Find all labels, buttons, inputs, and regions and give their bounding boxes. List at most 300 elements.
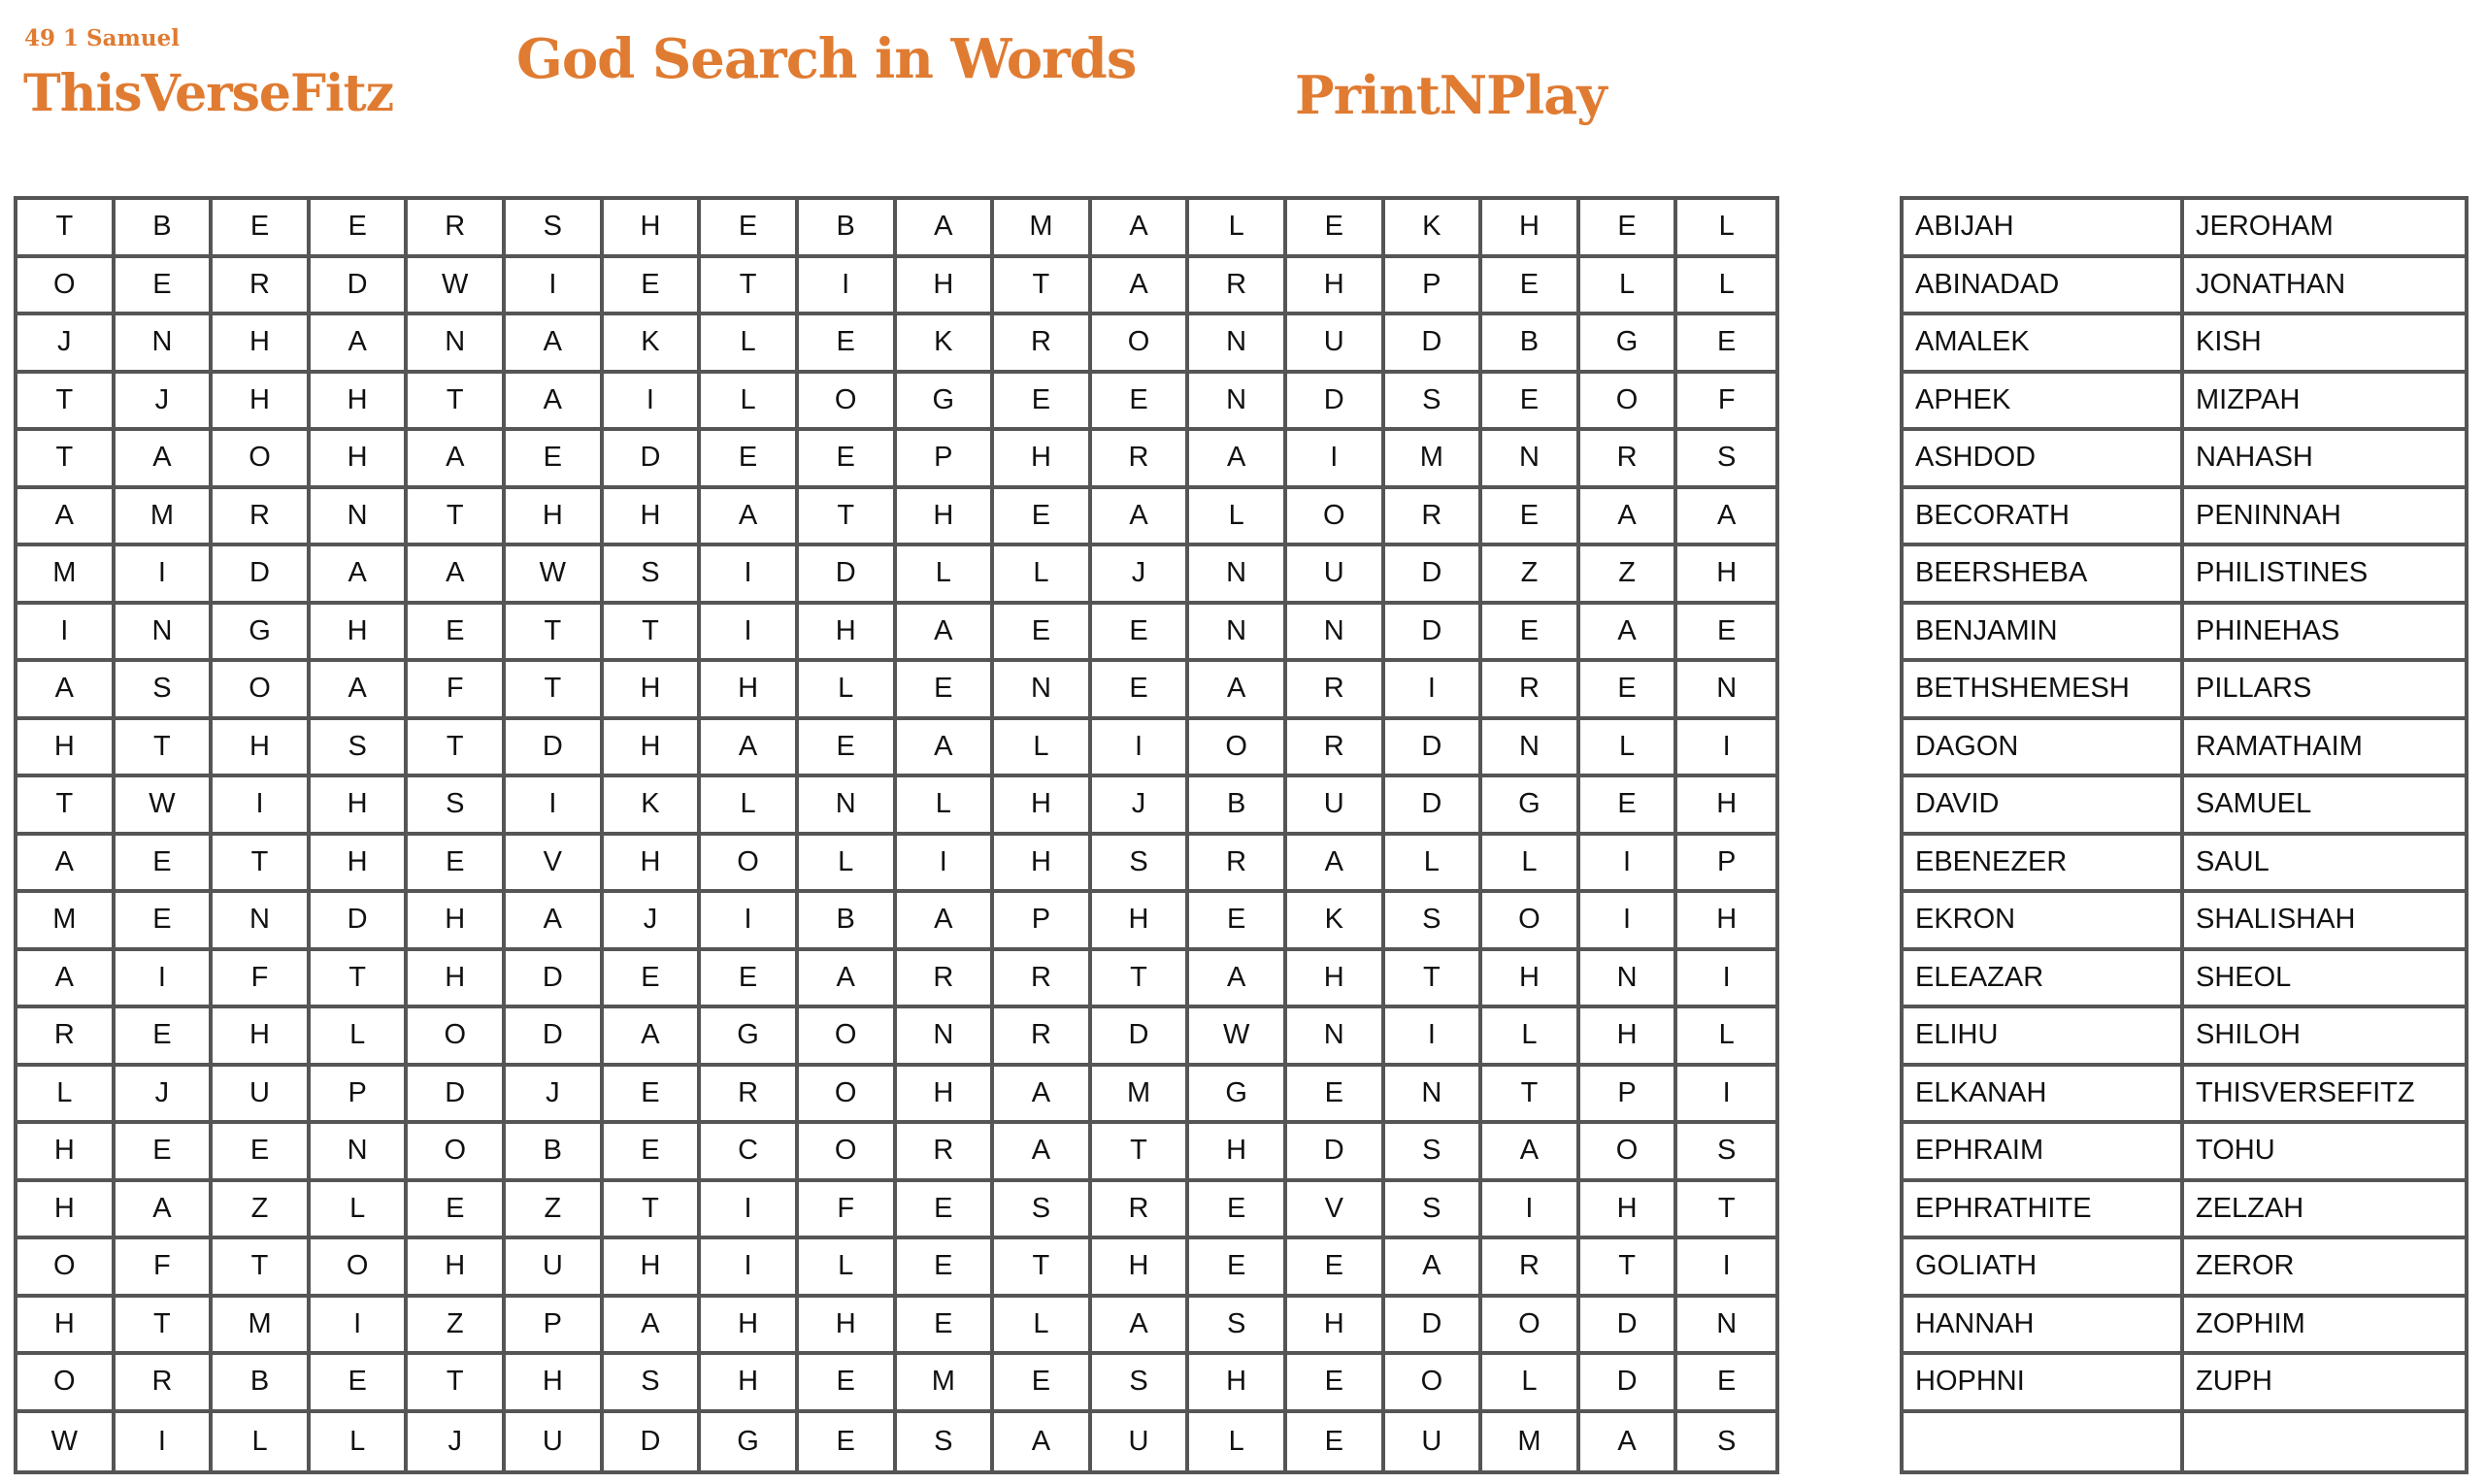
- grid-letter-cell[interactable]: O: [311, 1239, 409, 1298]
- grid-letter-cell[interactable]: U: [1287, 315, 1385, 374]
- grid-letter-cell[interactable]: H: [1092, 893, 1190, 951]
- grid-letter-cell[interactable]: U: [1287, 777, 1385, 836]
- grid-letter-cell[interactable]: I: [116, 951, 214, 1009]
- grid-letter-cell[interactable]: O: [799, 1124, 897, 1182]
- grid-letter-cell[interactable]: H: [701, 1298, 799, 1356]
- grid-letter-cell[interactable]: R: [213, 489, 311, 547]
- grid-letter-cell[interactable]: W: [506, 546, 604, 605]
- grid-letter-cell[interactable]: A: [1092, 489, 1190, 547]
- grid-letter-cell[interactable]: T: [1677, 1182, 1775, 1240]
- grid-letter-cell[interactable]: A: [116, 1182, 214, 1240]
- grid-letter-cell[interactable]: S: [994, 1182, 1092, 1240]
- grid-letter-cell[interactable]: L: [701, 374, 799, 432]
- grid-letter-cell[interactable]: B: [506, 1124, 604, 1182]
- grid-letter-cell[interactable]: D: [506, 1008, 604, 1067]
- grid-letter-cell[interactable]: D: [1385, 1298, 1483, 1356]
- grid-letter-cell[interactable]: K: [1385, 200, 1483, 258]
- grid-letter-cell[interactable]: H: [213, 1008, 311, 1067]
- grid-letter-cell[interactable]: A: [116, 431, 214, 489]
- grid-letter-cell[interactable]: E: [1287, 1355, 1385, 1413]
- grid-letter-cell[interactable]: L: [311, 1008, 409, 1067]
- grid-letter-cell[interactable]: A: [897, 720, 995, 778]
- grid-letter-cell[interactable]: R: [1287, 662, 1385, 720]
- grid-letter-cell[interactable]: M: [1385, 431, 1483, 489]
- grid-letter-cell[interactable]: I: [1580, 836, 1678, 894]
- grid-letter-cell[interactable]: E: [994, 605, 1092, 663]
- grid-letter-cell[interactable]: A: [1092, 258, 1190, 316]
- grid-letter-cell[interactable]: H: [799, 1298, 897, 1356]
- grid-letter-cell[interactable]: E: [799, 431, 897, 489]
- grid-letter-cell[interactable]: A: [1677, 489, 1775, 547]
- grid-letter-cell[interactable]: I: [604, 374, 702, 432]
- grid-letter-cell[interactable]: P: [311, 1067, 409, 1125]
- grid-letter-cell[interactable]: U: [1287, 546, 1385, 605]
- grid-letter-cell[interactable]: E: [994, 489, 1092, 547]
- grid-letter-cell[interactable]: J: [17, 315, 116, 374]
- grid-letter-cell[interactable]: N: [1677, 1298, 1775, 1356]
- grid-letter-cell[interactable]: H: [1677, 893, 1775, 951]
- grid-letter-cell[interactable]: D: [1385, 777, 1483, 836]
- grid-letter-cell[interactable]: A: [311, 546, 409, 605]
- grid-letter-cell[interactable]: E: [604, 1124, 702, 1182]
- grid-letter-cell[interactable]: N: [311, 489, 409, 547]
- grid-letter-cell[interactable]: D: [408, 1067, 506, 1125]
- grid-letter-cell[interactable]: A: [1482, 1124, 1580, 1182]
- grid-letter-cell[interactable]: S: [1385, 1182, 1483, 1240]
- grid-letter-cell[interactable]: D: [799, 546, 897, 605]
- grid-letter-cell[interactable]: L: [799, 836, 897, 894]
- grid-letter-cell[interactable]: O: [701, 836, 799, 894]
- grid-letter-cell[interactable]: R: [701, 1067, 799, 1125]
- grid-letter-cell[interactable]: O: [408, 1008, 506, 1067]
- grid-letter-cell[interactable]: I: [1677, 720, 1775, 778]
- grid-letter-cell[interactable]: G: [1580, 315, 1678, 374]
- grid-letter-cell[interactable]: H: [1580, 1008, 1678, 1067]
- grid-letter-cell[interactable]: I: [897, 836, 995, 894]
- grid-letter-cell[interactable]: A: [994, 1413, 1092, 1471]
- grid-letter-cell[interactable]: N: [1189, 605, 1287, 663]
- grid-letter-cell[interactable]: D: [506, 951, 604, 1009]
- grid-letter-cell[interactable]: E: [116, 836, 214, 894]
- grid-letter-cell[interactable]: O: [17, 1239, 116, 1298]
- grid-letter-cell[interactable]: O: [1580, 374, 1678, 432]
- grid-letter-cell[interactable]: E: [506, 431, 604, 489]
- grid-letter-cell[interactable]: L: [311, 1413, 409, 1471]
- grid-letter-cell[interactable]: P: [1580, 1067, 1678, 1125]
- grid-letter-cell[interactable]: L: [1482, 1008, 1580, 1067]
- grid-letter-cell[interactable]: G: [897, 374, 995, 432]
- grid-letter-cell[interactable]: T: [408, 720, 506, 778]
- grid-letter-cell[interactable]: M: [17, 546, 116, 605]
- grid-letter-cell[interactable]: S: [1385, 893, 1483, 951]
- grid-letter-cell[interactable]: T: [799, 489, 897, 547]
- grid-letter-cell[interactable]: E: [1189, 1239, 1287, 1298]
- grid-letter-cell[interactable]: E: [1482, 258, 1580, 316]
- grid-letter-cell[interactable]: D: [213, 546, 311, 605]
- grid-letter-cell[interactable]: H: [897, 1067, 995, 1125]
- grid-letter-cell[interactable]: B: [1482, 315, 1580, 374]
- grid-letter-cell[interactable]: T: [17, 374, 116, 432]
- grid-letter-cell[interactable]: D: [311, 258, 409, 316]
- grid-letter-cell[interactable]: H: [17, 720, 116, 778]
- grid-letter-cell[interactable]: D: [1092, 1008, 1190, 1067]
- grid-letter-cell[interactable]: M: [994, 200, 1092, 258]
- grid-letter-cell[interactable]: T: [1092, 951, 1190, 1009]
- grid-letter-cell[interactable]: J: [1092, 777, 1190, 836]
- grid-letter-cell[interactable]: U: [506, 1413, 604, 1471]
- grid-letter-cell[interactable]: I: [1385, 662, 1483, 720]
- grid-letter-cell[interactable]: O: [17, 1355, 116, 1413]
- grid-letter-cell[interactable]: A: [408, 546, 506, 605]
- grid-letter-cell[interactable]: E: [701, 200, 799, 258]
- grid-letter-cell[interactable]: G: [701, 1008, 799, 1067]
- grid-letter-cell[interactable]: A: [701, 720, 799, 778]
- grid-letter-cell[interactable]: I: [213, 777, 311, 836]
- grid-letter-cell[interactable]: E: [994, 1355, 1092, 1413]
- grid-letter-cell[interactable]: C: [701, 1124, 799, 1182]
- grid-letter-cell[interactable]: E: [1482, 605, 1580, 663]
- grid-letter-cell[interactable]: I: [701, 1239, 799, 1298]
- grid-letter-cell[interactable]: E: [1677, 1355, 1775, 1413]
- grid-letter-cell[interactable]: D: [1287, 1124, 1385, 1182]
- grid-letter-cell[interactable]: U: [1092, 1413, 1190, 1471]
- grid-letter-cell[interactable]: O: [799, 1008, 897, 1067]
- grid-letter-cell[interactable]: H: [1092, 1239, 1190, 1298]
- grid-letter-cell[interactable]: A: [799, 951, 897, 1009]
- grid-letter-cell[interactable]: R: [994, 1008, 1092, 1067]
- grid-letter-cell[interactable]: I: [1385, 1008, 1483, 1067]
- grid-letter-cell[interactable]: J: [1092, 546, 1190, 605]
- grid-letter-cell[interactable]: L: [994, 1298, 1092, 1356]
- grid-letter-cell[interactable]: L: [1385, 836, 1483, 894]
- grid-letter-cell[interactable]: H: [1287, 258, 1385, 316]
- grid-letter-cell[interactable]: D: [1385, 605, 1483, 663]
- grid-letter-cell[interactable]: H: [604, 720, 702, 778]
- grid-letter-cell[interactable]: D: [604, 1413, 702, 1471]
- grid-letter-cell[interactable]: R: [213, 258, 311, 316]
- grid-letter-cell[interactable]: T: [604, 1182, 702, 1240]
- grid-letter-cell[interactable]: H: [17, 1182, 116, 1240]
- grid-letter-cell[interactable]: V: [1287, 1182, 1385, 1240]
- grid-letter-cell[interactable]: H: [1287, 1298, 1385, 1356]
- grid-letter-cell[interactable]: Z: [213, 1182, 311, 1240]
- grid-letter-cell[interactable]: S: [1092, 1355, 1190, 1413]
- grid-letter-cell[interactable]: H: [1189, 1124, 1287, 1182]
- grid-letter-cell[interactable]: R: [116, 1355, 214, 1413]
- grid-letter-cell[interactable]: E: [799, 720, 897, 778]
- grid-letter-cell[interactable]: E: [311, 1355, 409, 1413]
- grid-letter-cell[interactable]: U: [1385, 1413, 1483, 1471]
- grid-letter-cell[interactable]: I: [1092, 720, 1190, 778]
- grid-letter-cell[interactable]: D: [604, 431, 702, 489]
- grid-letter-cell[interactable]: L: [17, 1067, 116, 1125]
- grid-letter-cell[interactable]: L: [1189, 200, 1287, 258]
- grid-letter-cell[interactable]: W: [408, 258, 506, 316]
- grid-letter-cell[interactable]: E: [116, 893, 214, 951]
- grid-letter-cell[interactable]: E: [213, 1124, 311, 1182]
- grid-letter-cell[interactable]: H: [701, 662, 799, 720]
- grid-letter-cell[interactable]: T: [116, 720, 214, 778]
- grid-letter-cell[interactable]: E: [604, 1067, 702, 1125]
- grid-letter-cell[interactable]: E: [1189, 893, 1287, 951]
- grid-letter-cell[interactable]: A: [1580, 1413, 1678, 1471]
- grid-letter-cell[interactable]: I: [1482, 1182, 1580, 1240]
- grid-letter-cell[interactable]: T: [1092, 1124, 1190, 1182]
- grid-letter-cell[interactable]: F: [799, 1182, 897, 1240]
- grid-letter-cell[interactable]: E: [799, 1413, 897, 1471]
- grid-letter-cell[interactable]: H: [1580, 1182, 1678, 1240]
- grid-letter-cell[interactable]: I: [701, 605, 799, 663]
- grid-letter-cell[interactable]: H: [311, 374, 409, 432]
- grid-letter-cell[interactable]: G: [1189, 1067, 1287, 1125]
- grid-letter-cell[interactable]: E: [897, 662, 995, 720]
- grid-letter-cell[interactable]: K: [604, 315, 702, 374]
- grid-letter-cell[interactable]: H: [604, 1239, 702, 1298]
- grid-letter-cell[interactable]: H: [311, 777, 409, 836]
- grid-letter-cell[interactable]: N: [1677, 662, 1775, 720]
- grid-letter-cell[interactable]: I: [701, 1182, 799, 1240]
- grid-letter-cell[interactable]: E: [897, 1298, 995, 1356]
- grid-letter-cell[interactable]: T: [408, 489, 506, 547]
- grid-letter-cell[interactable]: H: [506, 489, 604, 547]
- grid-letter-cell[interactable]: R: [994, 951, 1092, 1009]
- grid-letter-cell[interactable]: N: [116, 315, 214, 374]
- grid-letter-cell[interactable]: H: [994, 431, 1092, 489]
- grid-letter-cell[interactable]: R: [1287, 720, 1385, 778]
- grid-letter-cell[interactable]: A: [311, 315, 409, 374]
- grid-letter-cell[interactable]: O: [213, 662, 311, 720]
- grid-letter-cell[interactable]: L: [1677, 258, 1775, 316]
- grid-letter-cell[interactable]: E: [1092, 605, 1190, 663]
- grid-letter-cell[interactable]: H: [311, 605, 409, 663]
- grid-letter-cell[interactable]: E: [897, 1182, 995, 1240]
- grid-letter-cell[interactable]: O: [1287, 489, 1385, 547]
- grid-letter-cell[interactable]: E: [897, 1239, 995, 1298]
- grid-letter-cell[interactable]: E: [1287, 1413, 1385, 1471]
- grid-letter-cell[interactable]: M: [116, 489, 214, 547]
- grid-letter-cell[interactable]: I: [1580, 893, 1678, 951]
- grid-letter-cell[interactable]: J: [506, 1067, 604, 1125]
- grid-letter-cell[interactable]: H: [506, 1355, 604, 1413]
- grid-letter-cell[interactable]: L: [994, 720, 1092, 778]
- grid-letter-cell[interactable]: L: [1482, 836, 1580, 894]
- grid-letter-cell[interactable]: L: [311, 1182, 409, 1240]
- grid-letter-cell[interactable]: H: [311, 431, 409, 489]
- grid-letter-cell[interactable]: N: [311, 1124, 409, 1182]
- grid-letter-cell[interactable]: E: [1287, 1239, 1385, 1298]
- grid-letter-cell[interactable]: E: [1580, 662, 1678, 720]
- grid-letter-cell[interactable]: A: [1287, 836, 1385, 894]
- grid-letter-cell[interactable]: R: [1189, 258, 1287, 316]
- grid-letter-cell[interactable]: A: [506, 893, 604, 951]
- grid-letter-cell[interactable]: N: [408, 315, 506, 374]
- grid-letter-cell[interactable]: T: [408, 1355, 506, 1413]
- grid-letter-cell[interactable]: T: [311, 951, 409, 1009]
- grid-letter-cell[interactable]: M: [17, 893, 116, 951]
- grid-letter-cell[interactable]: S: [1717, 1425, 1737, 1457]
- grid-letter-cell[interactable]: E: [116, 1124, 214, 1182]
- grid-letter-cell[interactable]: J: [116, 374, 214, 432]
- grid-letter-cell[interactable]: A: [897, 605, 995, 663]
- grid-letter-cell[interactable]: A: [1189, 951, 1287, 1009]
- grid-letter-cell[interactable]: E: [701, 431, 799, 489]
- grid-letter-cell[interactable]: R: [1580, 431, 1678, 489]
- grid-letter-cell[interactable]: H: [1287, 951, 1385, 1009]
- grid-letter-cell[interactable]: E: [1580, 200, 1678, 258]
- grid-letter-cell[interactable]: R: [897, 951, 995, 1009]
- grid-letter-cell[interactable]: P: [897, 431, 995, 489]
- grid-letter-cell[interactable]: H: [408, 893, 506, 951]
- grid-letter-cell[interactable]: H: [1677, 777, 1775, 836]
- grid-letter-cell[interactable]: E: [1482, 489, 1580, 547]
- grid-letter-cell[interactable]: A: [17, 951, 116, 1009]
- grid-letter-cell[interactable]: H: [1482, 951, 1580, 1009]
- grid-letter-cell[interactable]: H: [604, 489, 702, 547]
- grid-letter-cell[interactable]: T: [213, 836, 311, 894]
- grid-letter-cell[interactable]: M: [1482, 1413, 1580, 1471]
- grid-letter-cell[interactable]: E: [1482, 374, 1580, 432]
- grid-letter-cell[interactable]: S: [506, 200, 604, 258]
- grid-letter-cell[interactable]: L: [1677, 200, 1775, 258]
- grid-letter-cell[interactable]: L: [897, 777, 995, 836]
- grid-letter-cell[interactable]: T: [1580, 1239, 1678, 1298]
- grid-letter-cell[interactable]: J: [116, 1067, 214, 1125]
- grid-letter-cell[interactable]: O: [213, 431, 311, 489]
- grid-letter-cell[interactable]: H: [408, 951, 506, 1009]
- grid-letter-cell[interactable]: A: [1189, 431, 1287, 489]
- grid-letter-cell[interactable]: S: [408, 777, 506, 836]
- grid-letter-cell[interactable]: I: [1677, 1067, 1775, 1125]
- grid-letter-cell[interactable]: T: [506, 662, 604, 720]
- grid-letter-cell[interactable]: B: [116, 200, 214, 258]
- grid-letter-cell[interactable]: E: [1677, 605, 1775, 663]
- grid-letter-cell[interactable]: O: [17, 258, 116, 316]
- grid-letter-cell[interactable]: N: [799, 777, 897, 836]
- grid-letter-cell[interactable]: S: [116, 662, 214, 720]
- grid-letter-cell[interactable]: L: [1580, 720, 1678, 778]
- grid-letter-cell[interactable]: F: [116, 1239, 214, 1298]
- grid-letter-cell[interactable]: S: [311, 720, 409, 778]
- grid-letter-cell[interactable]: H: [213, 374, 311, 432]
- grid-letter-cell[interactable]: H: [994, 777, 1092, 836]
- grid-letter-cell[interactable]: O: [799, 1067, 897, 1125]
- grid-letter-cell[interactable]: A: [408, 431, 506, 489]
- grid-letter-cell[interactable]: K: [1287, 893, 1385, 951]
- grid-letter-cell[interactable]: A: [1580, 489, 1678, 547]
- grid-letter-cell[interactable]: B: [799, 200, 897, 258]
- grid-letter-cell[interactable]: T: [604, 605, 702, 663]
- grid-letter-cell[interactable]: G: [701, 1413, 799, 1471]
- grid-letter-cell[interactable]: T: [408, 374, 506, 432]
- grid-letter-cell[interactable]: O: [1482, 893, 1580, 951]
- grid-letter-cell[interactable]: S: [604, 546, 702, 605]
- grid-letter-cell[interactable]: H: [1189, 1355, 1287, 1413]
- grid-letter-cell[interactable]: H: [604, 200, 702, 258]
- grid-letter-cell[interactable]: N: [1189, 315, 1287, 374]
- grid-letter-cell[interactable]: R: [408, 200, 506, 258]
- grid-letter-cell[interactable]: I: [506, 258, 604, 316]
- grid-letter-cell[interactable]: D: [1580, 1355, 1678, 1413]
- grid-letter-cell[interactable]: E: [408, 605, 506, 663]
- grid-letter-cell[interactable]: P: [506, 1298, 604, 1356]
- grid-letter-cell[interactable]: V: [506, 836, 604, 894]
- grid-letter-cell[interactable]: N: [1385, 1067, 1483, 1125]
- grid-letter-cell[interactable]: Z: [1580, 546, 1678, 605]
- grid-letter-cell[interactable]: I: [1677, 1239, 1775, 1298]
- grid-letter-cell[interactable]: A: [506, 315, 604, 374]
- grid-letter-cell[interactable]: I: [17, 605, 116, 663]
- grid-letter-cell[interactable]: I: [1677, 951, 1775, 1009]
- grid-letter-cell[interactable]: D: [1385, 546, 1483, 605]
- grid-letter-cell[interactable]: T: [1482, 1067, 1580, 1125]
- grid-letter-cell[interactable]: E: [799, 315, 897, 374]
- grid-letter-cell[interactable]: F: [213, 951, 311, 1009]
- grid-letter-cell[interactable]: E: [604, 951, 702, 1009]
- grid-letter-cell[interactable]: Z: [506, 1182, 604, 1240]
- grid-letter-cell[interactable]: O: [1482, 1298, 1580, 1356]
- grid-letter-cell[interactable]: E: [1189, 1182, 1287, 1240]
- grid-letter-cell[interactable]: W: [116, 777, 214, 836]
- grid-letter-cell[interactable]: R: [897, 1124, 995, 1182]
- grid-letter-cell[interactable]: B: [1189, 777, 1287, 836]
- grid-letter-cell[interactable]: D: [1287, 374, 1385, 432]
- grid-letter-cell[interactable]: E: [1092, 374, 1190, 432]
- grid-letter-cell[interactable]: D: [1385, 720, 1483, 778]
- grid-letter-cell[interactable]: R: [994, 315, 1092, 374]
- grid-letter-cell[interactable]: A: [604, 1298, 702, 1356]
- grid-letter-cell[interactable]: M: [1092, 1067, 1190, 1125]
- grid-letter-cell[interactable]: H: [701, 1355, 799, 1413]
- grid-letter-cell[interactable]: E: [1092, 662, 1190, 720]
- grid-letter-cell[interactable]: A: [17, 489, 116, 547]
- grid-letter-cell[interactable]: W: [17, 1413, 116, 1471]
- grid-letter-cell[interactable]: E: [604, 258, 702, 316]
- grid-letter-cell[interactable]: H: [897, 258, 995, 316]
- grid-letter-cell[interactable]: S: [897, 1413, 995, 1471]
- grid-letter-cell[interactable]: L: [799, 662, 897, 720]
- grid-letter-cell[interactable]: N: [1189, 374, 1287, 432]
- grid-letter-cell[interactable]: G: [213, 605, 311, 663]
- grid-letter-cell[interactable]: H: [17, 1298, 116, 1356]
- grid-letter-cell[interactable]: R: [1092, 431, 1190, 489]
- grid-letter-cell[interactable]: F: [408, 662, 506, 720]
- grid-letter-cell[interactable]: A: [17, 836, 116, 894]
- grid-letter-cell[interactable]: A: [1385, 1239, 1483, 1298]
- grid-letter-cell[interactable]: A: [1580, 605, 1678, 663]
- grid-letter-cell[interactable]: P: [1677, 836, 1775, 894]
- grid-letter-cell[interactable]: H: [408, 1239, 506, 1298]
- grid-letter-cell[interactable]: O: [1189, 720, 1287, 778]
- grid-letter-cell[interactable]: R: [1189, 836, 1287, 894]
- grid-letter-cell[interactable]: S: [1189, 1298, 1287, 1356]
- grid-letter-cell[interactable]: T: [116, 1298, 214, 1356]
- grid-letter-cell[interactable]: L: [213, 1413, 311, 1471]
- grid-letter-cell[interactable]: H: [897, 489, 995, 547]
- grid-letter-cell[interactable]: H: [17, 1124, 116, 1182]
- grid-letter-cell[interactable]: S: [1677, 431, 1775, 489]
- grid-letter-cell[interactable]: R: [1092, 1182, 1190, 1240]
- grid-letter-cell[interactable]: E: [1580, 777, 1678, 836]
- grid-letter-cell[interactable]: P: [1385, 258, 1483, 316]
- grid-letter-cell[interactable]: O: [1385, 1355, 1483, 1413]
- grid-letter-cell[interactable]: A: [701, 489, 799, 547]
- grid-letter-cell[interactable]: L: [994, 546, 1092, 605]
- grid-letter-cell[interactable]: E: [116, 1008, 214, 1067]
- grid-letter-cell[interactable]: R: [1482, 1239, 1580, 1298]
- grid-letter-cell[interactable]: O: [1580, 1124, 1678, 1182]
- grid-letter-cell[interactable]: L: [897, 546, 995, 605]
- grid-letter-cell[interactable]: O: [408, 1124, 506, 1182]
